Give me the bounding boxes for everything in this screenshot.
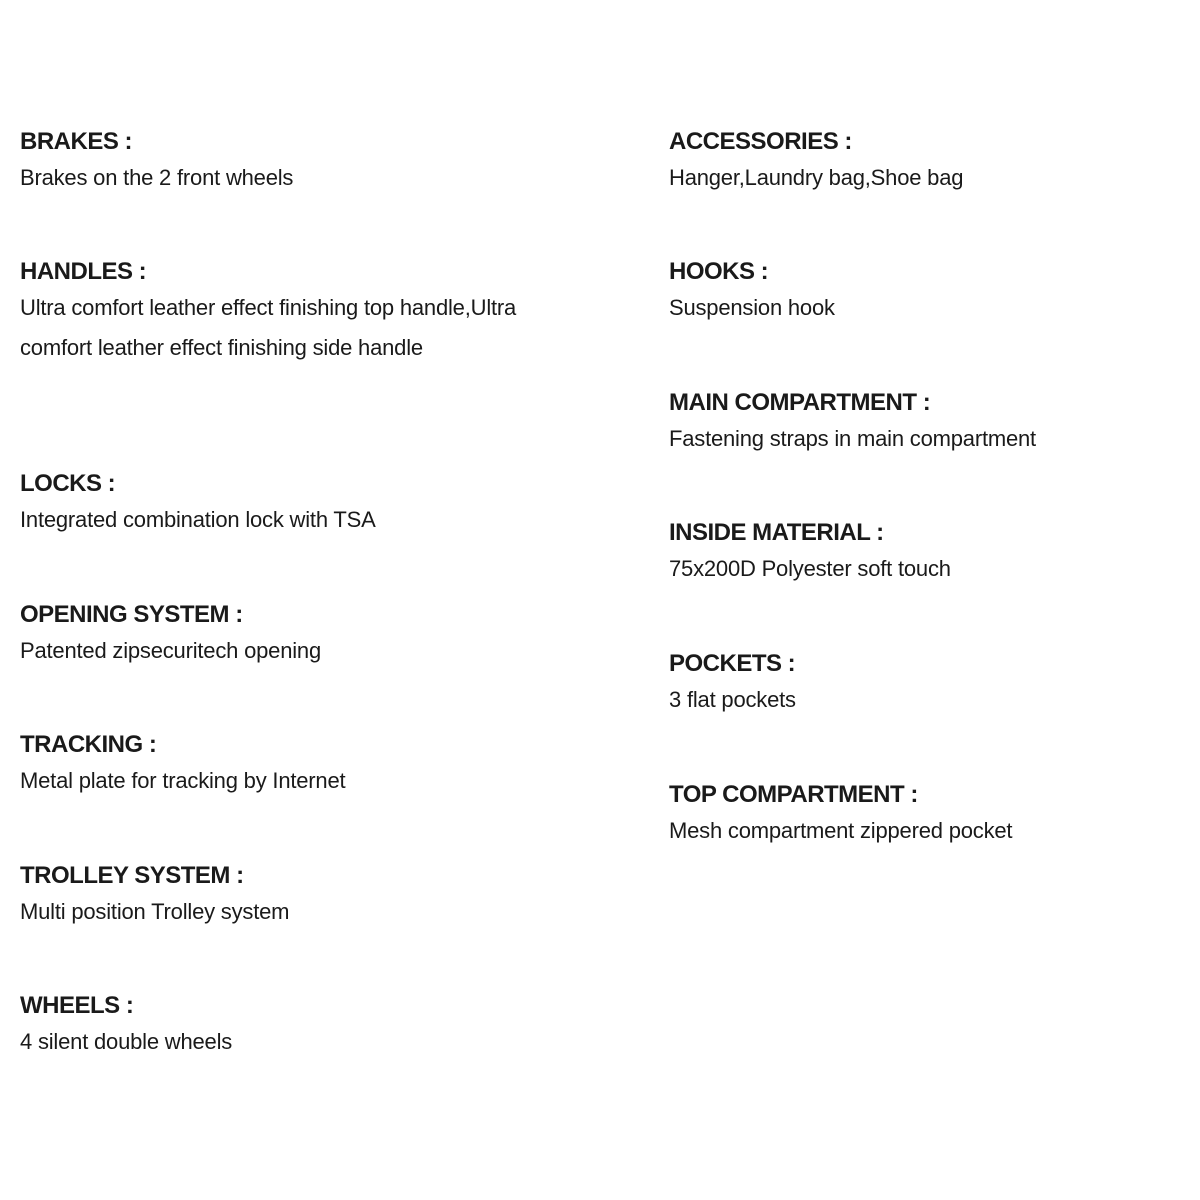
spec-title: TOP COMPARTMENT : — [669, 781, 918, 808]
spec-title: WHEELS : — [20, 992, 134, 1019]
spec-title: ACCESSORIES : — [669, 128, 852, 155]
spec-value: Integrated combination lock with TSA — [20, 507, 376, 532]
spec-title: INSIDE MATERIAL : — [669, 519, 884, 546]
spec-value: 75x200D Polyester soft touch — [669, 556, 951, 581]
spec-locks — [20, 466, 376, 540]
spec-title: POCKETS : — [669, 650, 796, 677]
spec-value: Hanger,Laundry bag,Shoe bag — [669, 165, 964, 190]
spec-inside-material — [669, 515, 951, 589]
spec-value: Metal plate for tracking by Internet — [20, 768, 346, 793]
spec-value: 3 flat pockets — [669, 687, 796, 712]
spec-value: Mesh compartment zippered pocket — [669, 818, 1013, 843]
spec-opening-system — [20, 597, 321, 671]
spec-title: HANDLES : — [20, 258, 147, 285]
spec-title: BRAKES : — [20, 128, 133, 155]
spec-brakes — [20, 124, 293, 198]
spec-value: Patented zipsecuritech opening — [20, 638, 321, 663]
spec-title: LOCKS : — [20, 470, 116, 497]
spec-top-compartment — [669, 777, 1012, 851]
spec-title: OPENING SYSTEM : — [20, 601, 243, 628]
spec-value: Multi position Trolley system — [20, 899, 290, 924]
spec-hooks — [669, 254, 835, 328]
spec-pockets — [669, 646, 796, 720]
spec-tracking — [20, 727, 345, 801]
spec-accessories — [669, 124, 963, 198]
spec-handles — [20, 254, 560, 368]
spec-title: TRACKING : — [20, 731, 157, 758]
spec-title: TROLLEY SYSTEM : — [20, 862, 244, 889]
spec-value: Brakes on the 2 front wheels — [20, 165, 294, 190]
spec-wheels — [20, 988, 232, 1062]
spec-title: MAIN COMPARTMENT : — [669, 389, 931, 416]
spec-title: HOOKS : — [669, 258, 769, 285]
spec-value: 4 silent double wheels — [20, 1029, 233, 1054]
spec-main-compartment — [669, 385, 1036, 459]
spec-trolley-system — [20, 858, 289, 932]
spec-value: Ultra comfort leather effect finishing top handle,Ultra comfort leather effect finishing side handle — [20, 295, 517, 360]
spec-value: Fastening straps in main compartment — [669, 426, 1036, 451]
spec-value: Suspension hook — [669, 295, 835, 320]
